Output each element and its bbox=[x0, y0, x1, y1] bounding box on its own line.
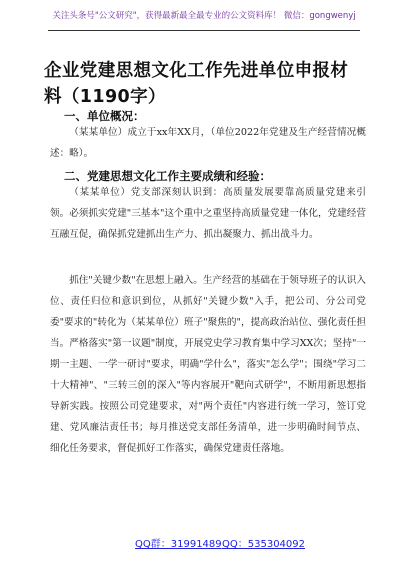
header-divider bbox=[48, 30, 360, 31]
section-heading-achievements: 二、党建思想文化工作主要成绩和经验： bbox=[64, 169, 271, 183]
footer-qq-contact[interactable]: QQ：535304092 bbox=[222, 539, 306, 550]
document-title: 企业党建思想文化工作先进单位申报材料（1190字） bbox=[44, 61, 349, 107]
section-heading-unit-overview: 一、单位概况： bbox=[64, 109, 145, 123]
footer-qq-group[interactable]: QQ群：31991489 bbox=[135, 539, 222, 550]
paragraph-key-minority: 抓住"关键少数"在思想上融入。生产经营的基础在于领导班子的认识入位、责任归位和意识到位，从抓好"关键少数"入手，把公司、分公司党委"要求的"转化为（某某单位）班子"聚焦的"，提高政治站位、强化责任担当。严格落实"第一议题"制度，开展党史学习教育集中学习XX次；坚持"一期一主题、一学一研讨"要求，明确"学什么"，落实"怎么学"；围绕"学习二十大精神"、"三转三创的深入"等内容展开"靶向式研学"，不断用新思想指导新实践。按照公司党建要求，对"两个责任"内容进行统一学习，签订党建、党风廉洁责任书；每月推送党支部任务清单，进一步明确时间节点、细化任务要求，督促抓好工作落实，确保党建责任落地。 bbox=[50, 275, 366, 454]
page-header-notice: 关注头条号"公文研究"，获得最新最全最专业的公文资料库！ 微信：gongwenyj bbox=[52, 11, 356, 21]
paragraph-achievements-intro: （某某单位）党支部深刻认识到：高质量发展要靠高质量党建来引领。必须抓实党建"三基本"这个重中之重坚持高质量党建一体化，党建经营互融互促，确保抓党建抓出生产力、抓出凝聚力、抓出战斗力。 bbox=[50, 187, 366, 240]
paragraph-unit-overview: （某某单位）成立于xx年XX月，（单位2022年党建及生产经营情况概述：略）。 bbox=[50, 127, 366, 159]
